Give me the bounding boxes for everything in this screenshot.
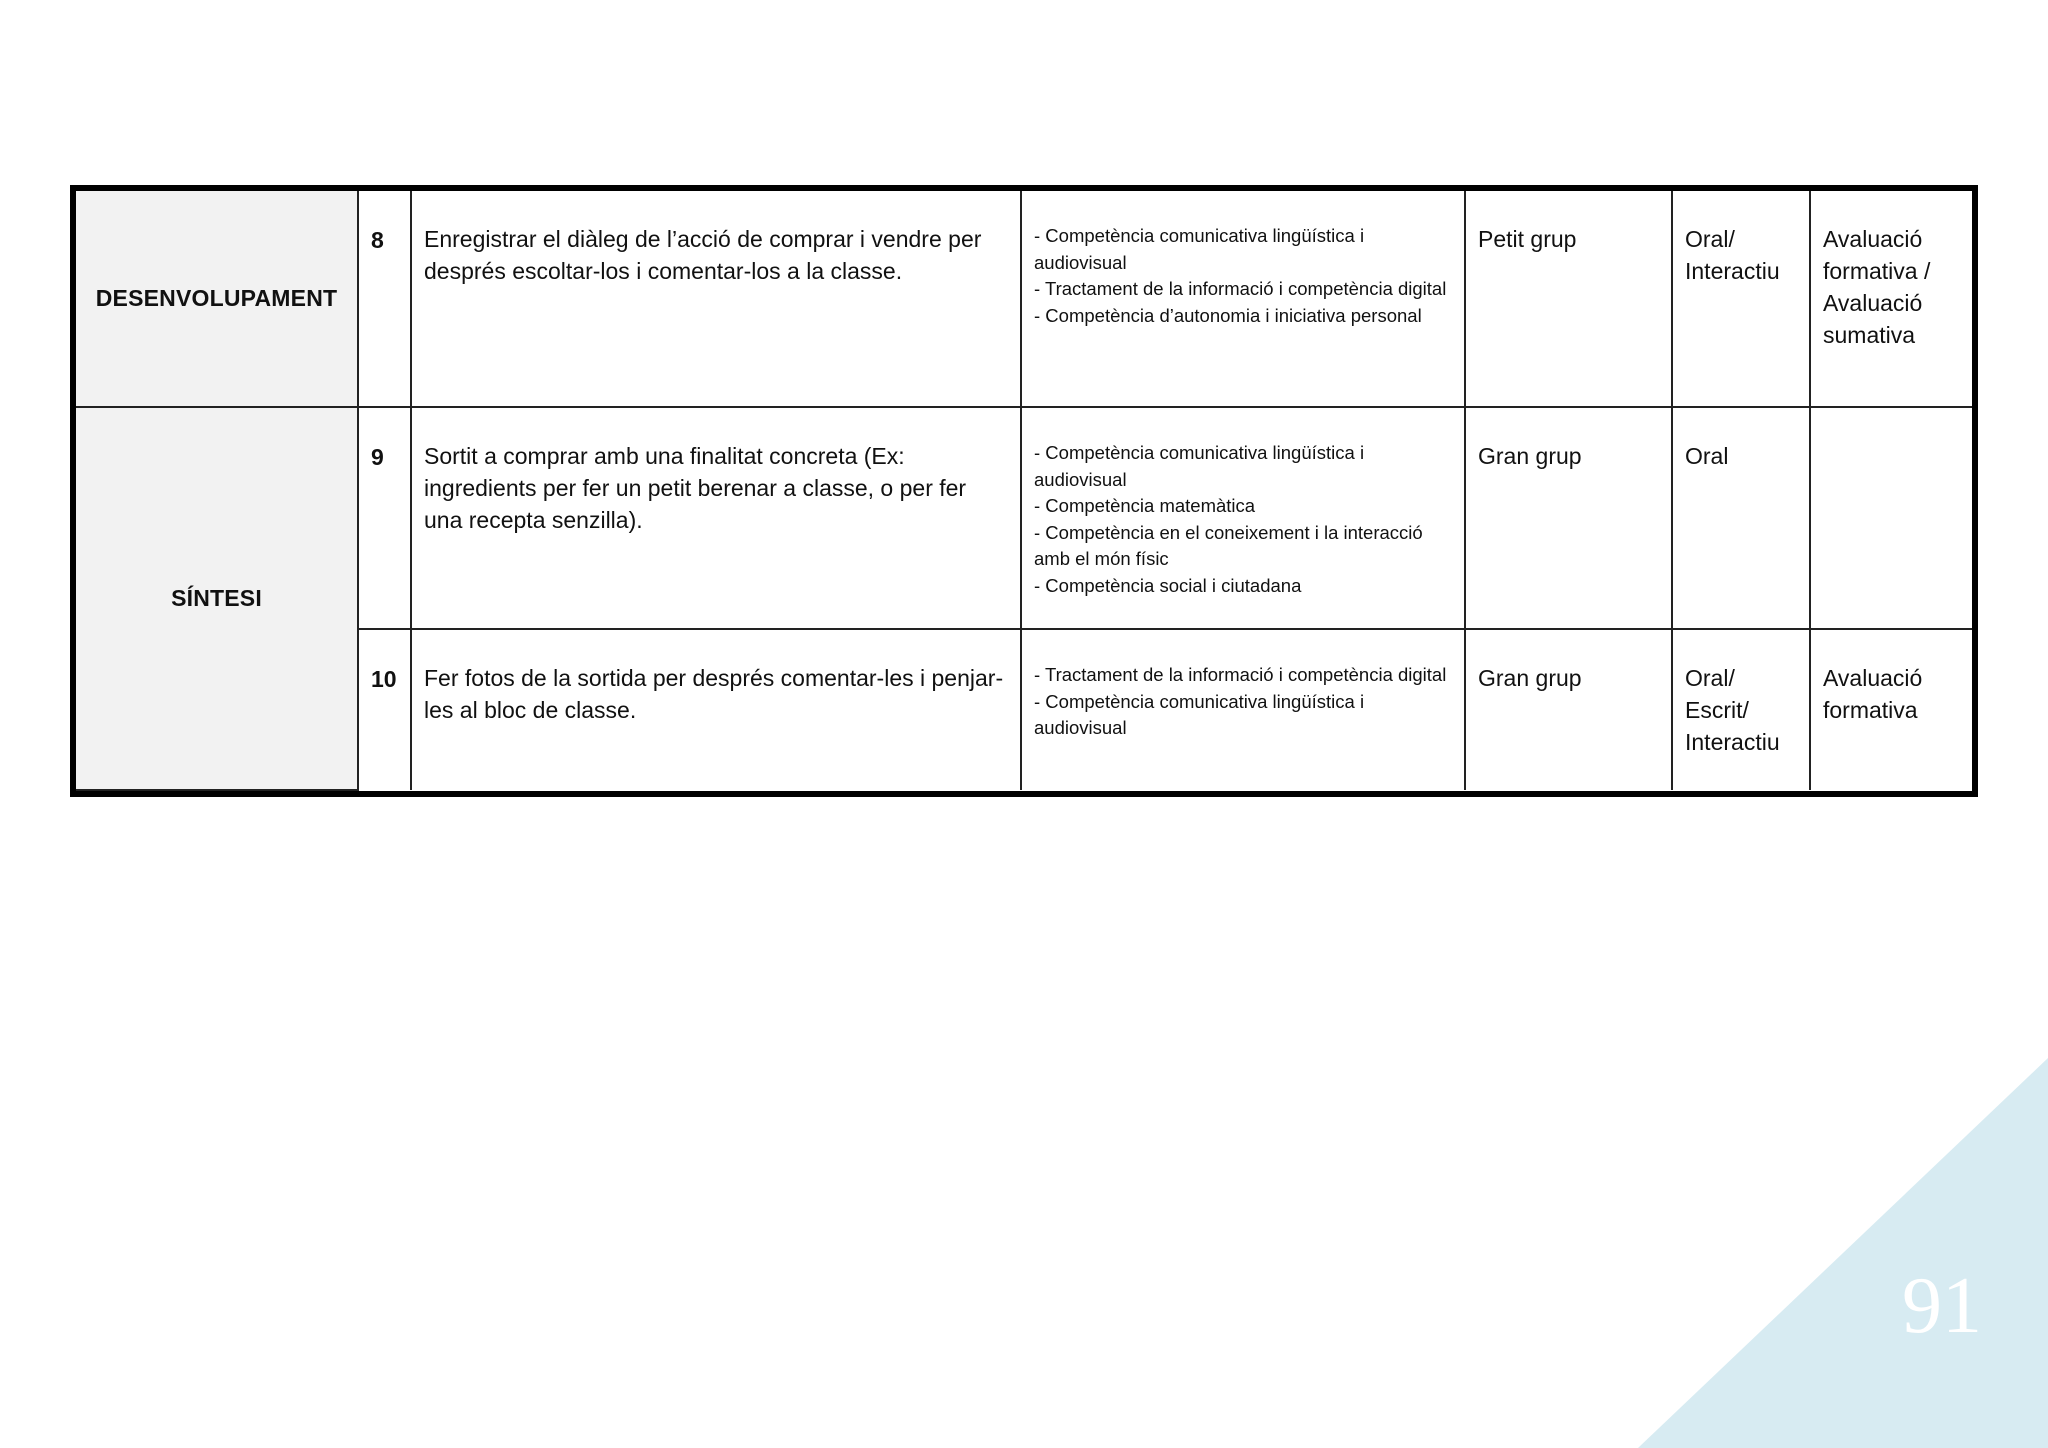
evaluation-line: Avaluació <box>1823 665 1923 691</box>
table-row <box>76 629 1972 790</box>
phase-cell: DESENVOLUPAMENT <box>76 191 358 407</box>
competency-item: - Competència comunicativa lingüística i audiovisual <box>1034 442 1365 490</box>
competency-item: - Competència d’autonomia i iniciativa personal <box>1034 304 1422 326</box>
competency-item: - Competència comunicativa lingüística i audiovisual <box>1034 690 1365 738</box>
evaluation-line: Avaluació <box>1823 226 1923 252</box>
activity-number: 9 <box>358 407 411 629</box>
competency-item: - Competència matemàtica <box>1034 495 1256 516</box>
competency-item: - Competència en el coneixement i la interacció amb el món físic <box>1034 521 1423 569</box>
evaluation-cell <box>1810 191 1972 407</box>
activity-description: Fer fotos de la sortida per després comentar-les i penjar-les al bloc de classe. <box>411 629 1021 790</box>
modality-cell <box>1672 191 1810 407</box>
activity-description: Sortit a comprar amb una finalitat concreta (Ex: ingredients per fer un petit berenar a classe, o per fer una recepta senzilla). <box>411 407 1021 629</box>
competency-item: - Tractament de la informació i competència digital <box>1034 278 1447 299</box>
evaluation-line: Avaluació <box>1823 290 1923 316</box>
table-row <box>76 191 1972 407</box>
competencies-cell <box>1021 407 1465 629</box>
activities-table <box>70 185 1978 797</box>
modality-line: Oral <box>1685 443 1729 469</box>
page-corner-decoration <box>1638 1058 2048 1448</box>
evaluation-line: formativa <box>1823 697 1918 723</box>
modality-line: Interactiu <box>1685 258 1780 284</box>
modality-line: Interactiu <box>1685 729 1780 755</box>
evaluation-cell <box>1810 407 1972 629</box>
grouping-cell: Gran grup <box>1465 407 1672 629</box>
activity-number: 8 <box>358 191 411 407</box>
competency-item: - Competència social i ciutadana <box>1034 574 1302 596</box>
modality-cell <box>1672 407 1810 629</box>
grouping-cell: Petit grup <box>1465 191 1672 407</box>
modality-cell <box>1672 629 1810 790</box>
table-row <box>76 407 1972 629</box>
competencies-cell <box>1021 629 1465 790</box>
grouping-cell: Gran grup <box>1465 629 1672 790</box>
modality-line: Oral/ <box>1685 226 1735 252</box>
page-number: 91 <box>1902 1262 1982 1350</box>
modality-line: Oral/ <box>1685 665 1735 691</box>
competency-item: - Tractament de la informació i competència digital <box>1034 664 1447 685</box>
activity-number: 10 <box>358 629 411 790</box>
phase-cell: SÍNTESI <box>76 407 358 790</box>
evaluation-line: formativa / <box>1823 258 1931 284</box>
evaluation-cell <box>1810 629 1972 790</box>
modality-line: Escrit/ <box>1685 697 1749 723</box>
competency-item: - Competència comunicativa lingüística i audiovisual <box>1034 225 1365 273</box>
evaluation-line: sumativa <box>1823 322 1916 348</box>
activity-description: Enregistrar el diàleg de l’acció de comprar i vendre per després escoltar-los i comentar-los a la classe. <box>411 191 1021 407</box>
competencies-cell <box>1021 191 1465 407</box>
